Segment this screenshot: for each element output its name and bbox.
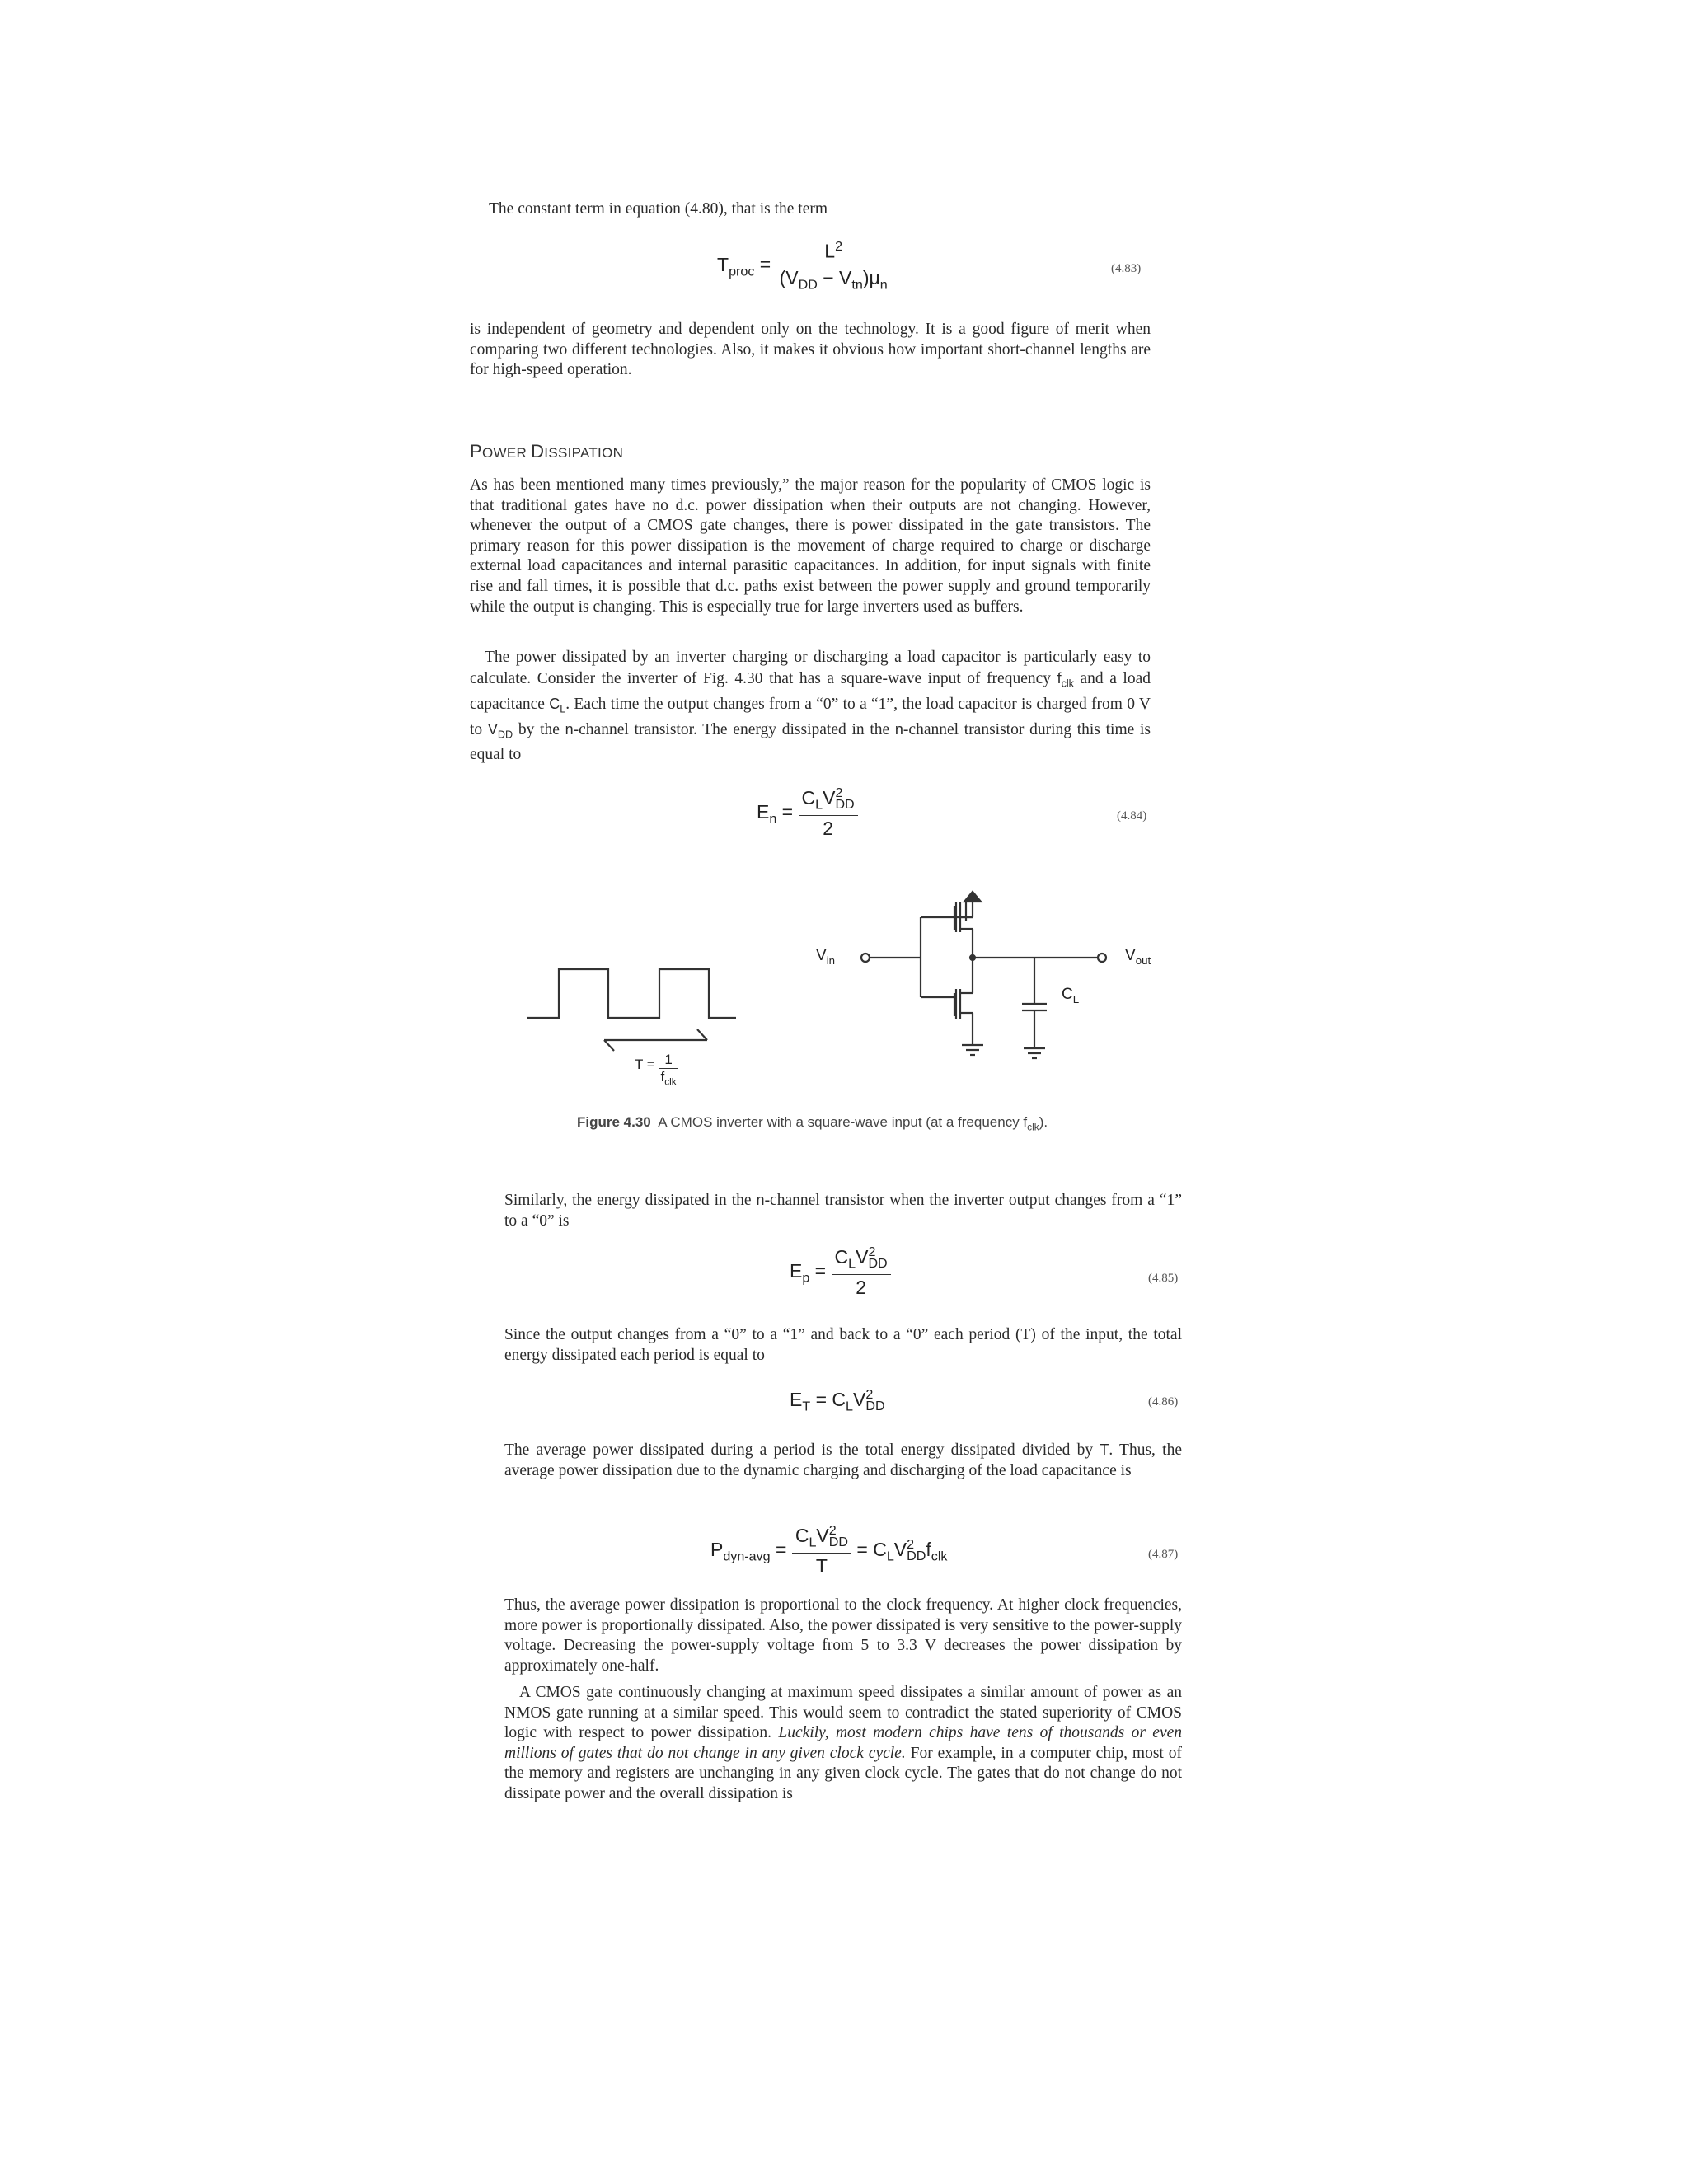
equation-4-87: $P_{dyn-avg}$ = $C_LV$ 2 DD T = $C_LV$ 2 DD $f_{clk}$ xyxy=(710,1523,948,1577)
section-heading-power-dissipation: POWER DISSIPATION xyxy=(470,441,624,462)
equation-number-4-87: (4.87) xyxy=(1148,1548,1179,1561)
cl-label: $C_L$ xyxy=(1062,986,1080,1005)
equation-number-4-85: (4.85) xyxy=(1148,1272,1179,1285)
equation-4-84: $E_n$ = $C_LV$ 2 DD 2 xyxy=(757,787,858,840)
vin-label: $V_{in}$ xyxy=(816,947,836,967)
paragraph-cmos-vs-nmos: A CMOS gate continuously changing at maximum speed dissipates a similar amount of power as an NMOS gate running at a similar speed. This would seem to contradict the stated superiority of CMOS logic with respect to power dissipation. Luckily, most modern chips have tens of thousands or even millions of gates that do not change in any given clock cycle. For example, in a computer chip, most of the memory and registers are unchanging in any given clock cycle. The gates that do not change do not dissipate power and the overall dissipation is xyxy=(504,1684,1183,1802)
intro-sentence: The constant term in equation (4.80), that is the term xyxy=(489,200,828,218)
paragraph-power-dissipation-intro: As has been mentioned many times previously,” the major reason for the popularity of CMOS logic is that traditional gates have no d.c. power dissipation when their outputs are not changing. However, whenever the output of a CMOS gate changes, there is power dissipated in the gate transistors. The primary reason for this power dissipation is the movement of charge required to charge or discharge external load capacitances and internal parasitic capacitances. In addition, for input signals with finite rise and fall times, it is possible that d.c. paths exist between the power supply and ground temporarily while the output is changing. This is especially true for large inverters used as buffers. xyxy=(470,476,1151,616)
vout-label: $V_{out}$ xyxy=(1125,947,1151,967)
equation-number-4-86: (4.86) xyxy=(1148,1395,1179,1408)
equation-4-86: $E_T = C_LV$ 2 DD xyxy=(790,1387,885,1414)
equation-4-85: $E_p$ = $C_LV$ 2 DD 2 xyxy=(790,1246,891,1299)
paragraph-figure-of-merit: is independent of geometry and dependent only on the technology. It is a good figure of merit when comparing two different technologies. Also, it makes it obvious how important short-channel lengths are for high-speed operation. xyxy=(470,321,1151,379)
paragraph-clock-frequency: Thus, the average power dissipation is proportional to the clock frequency. At higher clock frequencies, more power is proportionally dissipated. Also, the power dissipated is very sensitive to the power-supply voltage. Decreasing the power-supply voltage from 5 to 3.3 V decreases the power dissipation by approximately one-half. xyxy=(504,1596,1182,1675)
vout-terminal xyxy=(1098,954,1106,962)
paragraph-total-energy: Since the output changes from a “0” to a “1” and back to a “0” each period (T) of the input, the total energy dissipated each period is equal to xyxy=(504,1326,1182,1364)
square-wave xyxy=(528,969,736,1018)
equation-4-83: $T_{proc}$ = $\frac{L^2}{(V_{DD} - V_{tn})\mu_n}$ xyxy=(717,239,891,293)
vdd-arrow xyxy=(964,892,981,902)
equation-number-4-83: (4.83) xyxy=(1111,262,1142,275)
equation-number-4-84: (4.84) xyxy=(1117,809,1147,823)
period-bracket xyxy=(604,1029,707,1051)
paragraph-average-power: The average power dissipated during a period is the total energy dissipated divided by T. Thus, the average power dissipation due to the dynamic charging and discharging of the load capacitance is xyxy=(504,1441,1182,1479)
paragraph-p-channel-energy: Similarly, the energy dissipated in the n-channel transistor when the inverter output changes from a “1” to a “0” is xyxy=(504,1192,1182,1230)
period-label: T = $\frac{1}{f_{clk}}$ xyxy=(635,1052,677,1088)
figure-caption: Figure 4.30 A CMOS inverter with a square-wave input (at a frequency $f_{clk}$). xyxy=(577,1114,1048,1133)
vin-terminal xyxy=(861,954,870,962)
paragraph-inverter-energy: The power dissipated by an inverter charging or discharging a load capacitor is particularly easy to calculate. Consider the inverter of Fig. 4.30 that has a square-wave input of frequency $f_{clk}$ and a load capacitance $C_L$. Each time the output changes from a “0” to a “1”, the load capacitor is charged from 0 V to $V_{DD}$ by the n-channel transistor. The energy dissipated in the n-channel transistor during this time is equal to xyxy=(470,649,1151,764)
